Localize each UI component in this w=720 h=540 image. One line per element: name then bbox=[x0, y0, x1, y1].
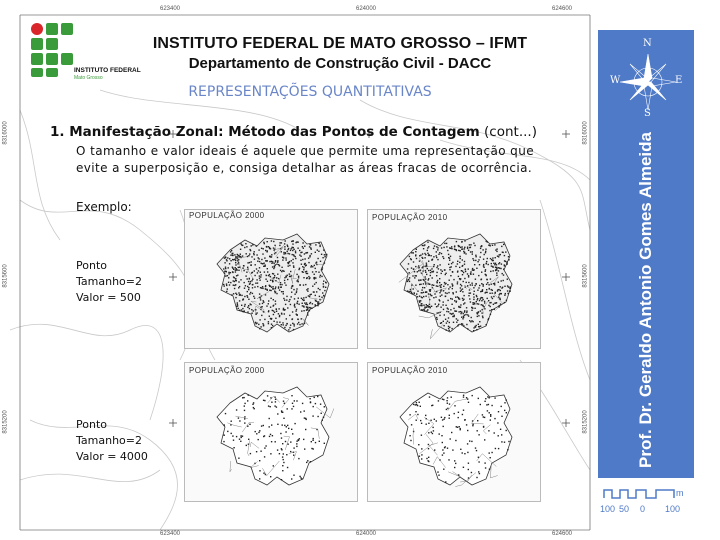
example-label: Exemplo: bbox=[76, 200, 132, 214]
body-paragraph: O tamanho e valor ideais é aquele que permite uma representação que evite a superposição e, consiga detalhar as áreas fracas de ocorrência. bbox=[76, 144, 534, 175]
map-panel-top-right bbox=[367, 209, 541, 349]
scale-label-1: 100 bbox=[600, 504, 616, 514]
map-panel-bottom-left bbox=[184, 362, 358, 502]
coord-bottom-1: 623400 bbox=[160, 531, 181, 537]
section-heading bbox=[50, 124, 537, 140]
coord-left-2: 8315600 bbox=[2, 264, 9, 288]
department-title: Departamento de Construção Civil - DACC bbox=[188, 55, 492, 72]
logo-text: INSTITUTO FEDERAL bbox=[74, 67, 141, 74]
coord-right-2: 8315600 bbox=[582, 264, 589, 288]
coord-bottom-3: 624600 bbox=[552, 531, 573, 537]
slide-subtitle: REPRESENTAÇÕES QUANTITATIVAS bbox=[188, 84, 432, 100]
compass-north: N bbox=[643, 38, 652, 49]
coord-bottom-2: 624000 bbox=[356, 531, 377, 537]
map-title-bottom-left: POPULAÇÃO 2000 bbox=[189, 366, 265, 375]
map-title-top-right: POPULAÇÃO 2010 bbox=[372, 213, 448, 222]
dot-map-top-left bbox=[185, 210, 357, 348]
ponto-1-size: Tamanho=2 bbox=[76, 275, 142, 288]
coord-right-1: 8316000 bbox=[582, 121, 589, 145]
ponto-1-value: Valor = 500 bbox=[76, 291, 141, 304]
scale-label-3: 0 bbox=[640, 504, 646, 514]
coord-top-3: 624600 bbox=[552, 6, 573, 12]
ponto-2-label: Ponto bbox=[76, 418, 107, 431]
map-title-top-left: POPULAÇÃO 2000 bbox=[189, 211, 265, 220]
compass-east: E bbox=[675, 75, 683, 86]
state-outline bbox=[400, 387, 512, 485]
compass-west: W bbox=[610, 75, 621, 86]
map-panel-top-left bbox=[184, 209, 358, 349]
dot-map-top-right bbox=[368, 210, 540, 348]
compass-south: S bbox=[644, 108, 651, 119]
coord-left-3: 8315200 bbox=[2, 410, 9, 434]
ponto-block-2 bbox=[76, 417, 148, 465]
coord-top-2: 624000 bbox=[356, 6, 377, 12]
section-heading-text: Manifestação Zonal: Método das Pontos de Contagem bbox=[69, 124, 480, 140]
logo-subtext: Mato Grosso bbox=[74, 75, 103, 81]
author-name: Prof. Dr. Geraldo Antonio Gomes Almeida bbox=[636, 132, 655, 468]
dot-map-bottom-left bbox=[185, 363, 357, 501]
scale-unit: m bbox=[676, 488, 684, 498]
scale-label-2: 50 bbox=[619, 504, 630, 514]
ponto-block-1 bbox=[76, 258, 142, 306]
coord-right-3: 8315200 bbox=[582, 410, 589, 434]
scale-label-4: 100 bbox=[665, 504, 681, 514]
section-heading-suffix: (cont...) bbox=[484, 124, 537, 140]
coord-top-1: 623400 bbox=[160, 6, 181, 12]
institution-title: INSTITUTO FEDERAL DE MATO GROSSO – IFMT bbox=[152, 35, 528, 52]
ifmt-logo bbox=[30, 22, 80, 78]
dot-map-bottom-right bbox=[368, 363, 540, 501]
map-panel-bottom-right bbox=[367, 362, 541, 502]
coord-left-1: 8316000 bbox=[2, 121, 9, 145]
ponto-1-label: Ponto bbox=[76, 259, 107, 272]
ponto-2-size: Tamanho=2 bbox=[76, 434, 142, 447]
map-title-bottom-right: POPULAÇÃO 2010 bbox=[372, 366, 448, 375]
ponto-2-value: Valor = 4000 bbox=[76, 450, 148, 463]
section-number: 1. bbox=[50, 124, 65, 140]
